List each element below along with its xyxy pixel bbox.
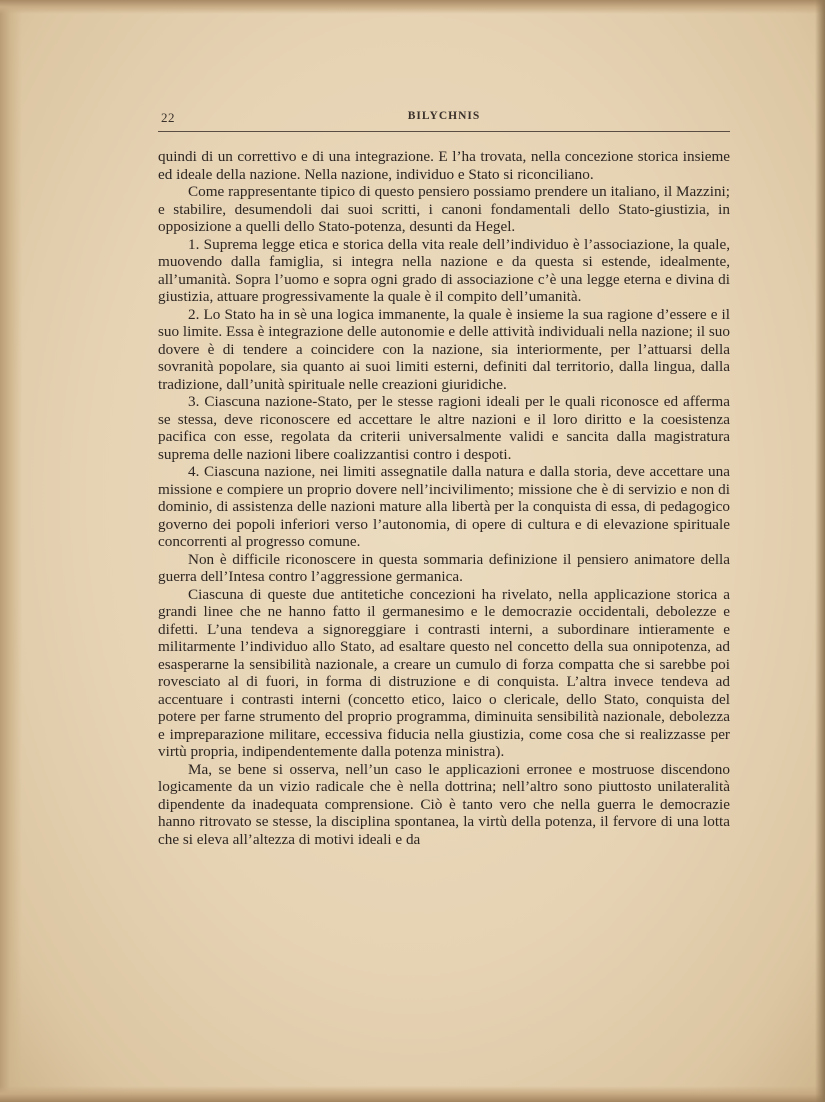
page-bottom-edge bbox=[0, 1086, 825, 1102]
paragraph: Come rappresentante tipico di questo pensiero possiamo prendere un italiano, il Mazzini; e stabilire, desumendoli dai suoi scritti, i canoni fondamentali dello Stato-giustizia, in opposizione a quelli dello Stato-potenza, desunti da Hegel. bbox=[158, 183, 730, 235]
paragraph: 4. Ciascuna nazione, nei limiti assegnatile dalla natura e dalla storia, deve accettare una missione e compiere un proprio dovere nell’incivilimento; missione che è di servizio e non di dominio, di assistenza delle nazioni mature alla libertà per la conquista di essa, di pedagogico governo dei popoli inferiori verso l’autonomia, di opere di cultura e di elevazione spirituale concorrenti al progresso comune. bbox=[158, 463, 730, 550]
paragraph: quindi di un correttivo e di una integrazione. E l’ha trovata, nella concezione storica insieme ed ideale della nazione. Nella nazione, individuo e Stato si riconciliano. bbox=[158, 148, 730, 183]
running-title: BILYCHNIS bbox=[407, 110, 481, 122]
paragraph: Non è difficile riconoscere in questa sommaria definizione il pensiero animatore della guerra dell’Intesa contro l’aggressione germanica. bbox=[158, 550, 730, 585]
header-rule bbox=[158, 131, 730, 132]
paragraph: Ciascuna di queste due antitetiche concezioni ha rivelato, nella applicazione storica a grandi linee che ne hanno fatto il germanesimo e le democrazie occidentali, debolezze e difetti. L’una tendeva a signoreggiare i contrasti interni, a subordinare intieramente e militarmente l’individuo allo Stato, ad esaltare questo nel concetto della sua onnipotenza, ad esasperarne la sensibilità nazionale, a creare un cumulo di forza compatta che si sarebbe poi rovesciato al di fuori, in forma di distruzione e di conquista. L’altra invece tendeva ad accentuare i contrasti interni (concetto etico, laico o clericale, dello Stato, conquista del potere per farne strumento del proprio programma, diminuita sensibilità nazionale, debolezza e impreparazione militare, eccessiva fiducia nella giustizia, come cosa che si realizzasse per virtù propria, indipendentemente dalla potenza ministra). bbox=[158, 585, 730, 760]
body-text bbox=[158, 148, 730, 848]
page-number: 22 bbox=[161, 110, 175, 125]
page-header bbox=[158, 110, 730, 132]
page-right-edge bbox=[815, 0, 825, 1102]
page-top-edge bbox=[0, 0, 825, 14]
page-left-edge bbox=[0, 0, 22, 1102]
paragraph: 3. Ciascuna nazione-Stato, per le stesse ragioni ideali per le quali riconosce ed afferma se stessa, deve riconoscere ed accettare le altre nazioni e il loro diritto e la coesistenza pacifica con esse, regolata da criterii universalmente validi e sancita dalla magistratura suprema delle nazioni libere coalizzantisi contro i despoti. bbox=[158, 393, 730, 463]
paragraph: Ma, se bene si osserva, nell’un caso le applicazioni erronee e mostruose discendono logicamente da un vizio radicale che è nella dottrina; nell’altro sono piuttosto unilateralità dipendente da inadequata comprensione. Ciò è tanto vero che nella guerra le democrazie hanno ritrovato se stesse, la disciplina spontanea, la virtù della potenza, il fervore di una lotta che si eleva all’altezza di motivi ideali e da bbox=[158, 760, 730, 848]
paragraph: 1. Suprema legge etica e storica della vita reale dell’individuo è l’associazione, la quale, muovendo dalla famiglia, si integra nella nazione e da questa si estende, idealmente, all’umanità. Sopra l’uomo e sopra ogni grado di associazione c’è una legge eterna e divina di giustizia, attuare progressivamente la quale è il compito dell’umanità. bbox=[158, 235, 730, 305]
paragraph: 2. Lo Stato ha in sè una logica immanente, la quale è insieme la sua ragione d’essere e il suo limite. Essa è integrazione delle autonomie e delle attività individuali nella nazione; il suo dovere è di tendere a coincidere con la nazione, sia interiormente, per l’attuarsi della sovranità popolare, sia quanto ai suoi limiti esterni, definiti dal territorio, dalla lingua, dalla tradizione, dall’unità spirituale nelle creazioni giuridiche. bbox=[158, 305, 730, 393]
